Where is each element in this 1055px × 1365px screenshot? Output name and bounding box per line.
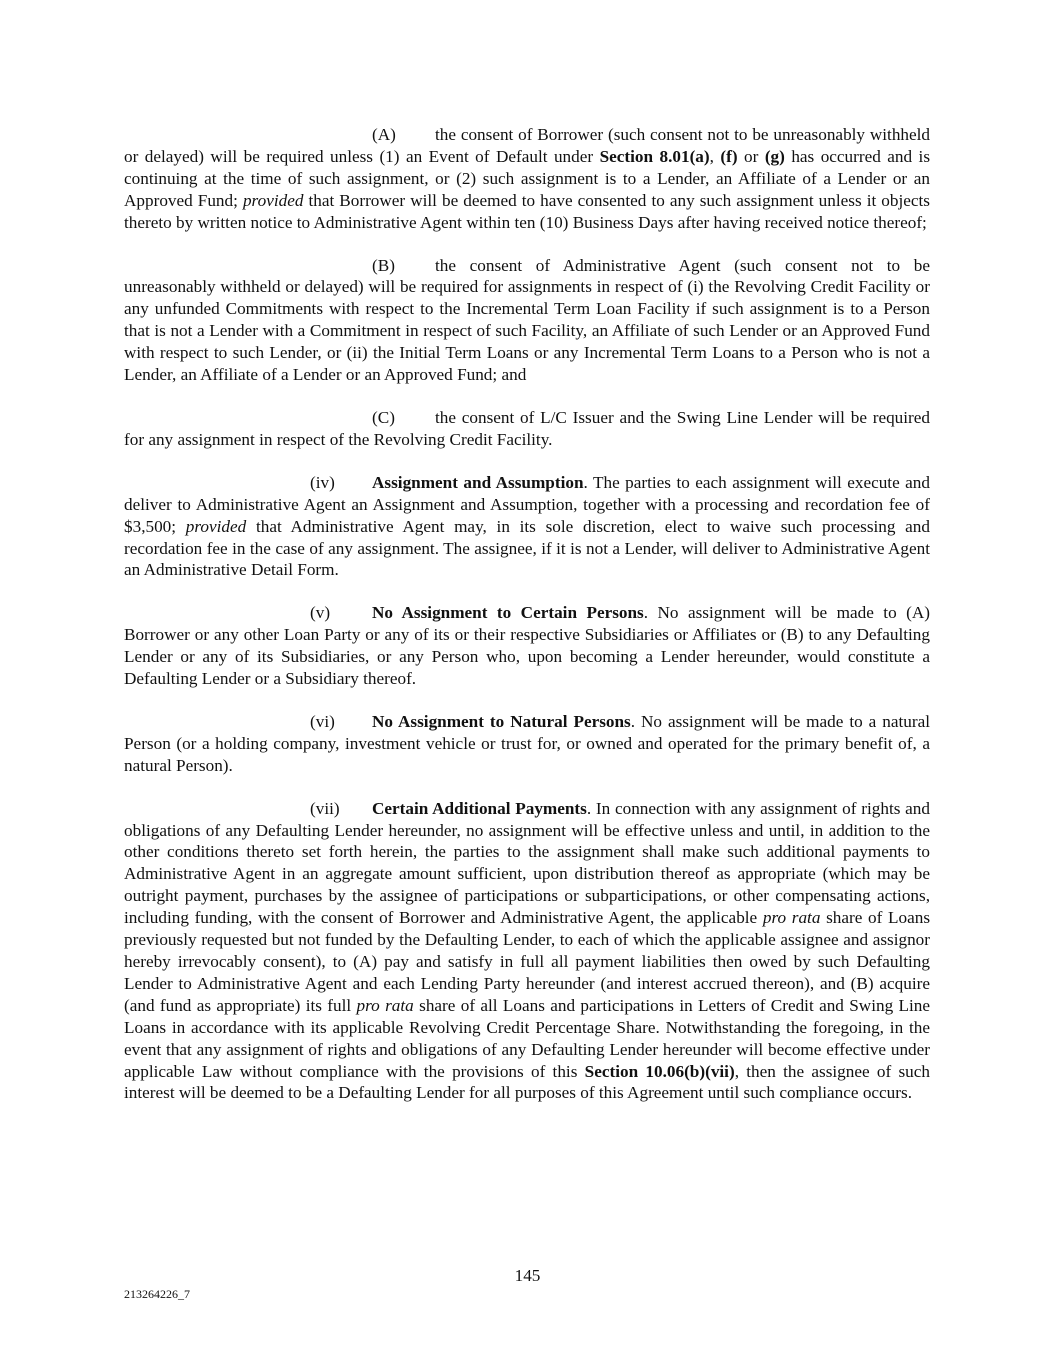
paragraph-text: , then the assignee of such interest will be deemed to be a Defaulting Lender for all purposes of this Agreement until such compliance occurs. [124,1061,930,1103]
paragraph-number: (vi) [310,711,335,731]
emphasis: pro rata [762,908,821,928]
paragraph-heading: Certain Additional Payments [372,798,587,818]
paragraph-text: that Administrative Agent may, in its sole discretion, elect to waive such processing and recordation fee in the case of any assignment. The assignee, if it is not a Lender, will deliver to Administrative Agent an Administrative Detail Form. [124,516,930,580]
paragraph-number: (iv) [310,472,335,492]
paragraph-number: (C) [372,407,395,427]
paragraph-number: (vii) [310,798,340,818]
paragraph-text: the consent of Administrative Agent (such consent not to be unreasonably withheld or delayed) will be required for assignments in respect of (i) the Revolving Credit Facility or any unfunded Commitments with respect to the Incremental Term Loan Facility if such assignment is to a Person that is not a Lender with a Commitment in respect of such Facility, an Affiliate of such Lender or an Approved Fund with respect to such Lender, or (ii) the Initial Term Loans or any Incremental Term Loans to a Person who is not a Lender, an Affiliate of a Lender or an Approved Fund; and [124,255,930,385]
document-body [124,124,930,1125]
paragraph-v [124,602,930,690]
paragraph-iv [124,472,930,582]
paragraph-text: share of all Loans and participations in Letters of Credit and Swing Line Loans in accordance with its applicable Revolving Credit Percentage Share. Notwithstanding the foregoing, in the event that any assignment of rights and obligations of any Defaulting Lender hereunder will become effective under applicable Law without compliance with the provisions of this [124,995,931,1081]
paragraph-heading: No Assignment to Natural Persons [372,711,631,731]
paragraph-text: the consent of Borrower (such consent not to be unreasonably withheld or delayed) will be required unless (1) an Event of Default under [124,125,930,166]
page-number: 145 [514,1266,541,1285]
section-reference: Section 10.06(b)(vii) [584,1061,735,1081]
paragraph-heading: No Assignment to Certain Persons [372,603,644,623]
paragraph-text: . In connection with any assignment of rights and obligations of any Defaulting Lender hereunder, no assignment will be effective unless and until, in addition to the other conditions thereto set forth herein, the parties to the assignment shall make such additional payments to Administrative Agent in an aggregate amount sufficient, upon distribution thereof as appropriate (which may be outright payment, purchases by the assignee of participations or subparticipations, or other compensating actions, including funding, with the consent of Borrower and Administrative Agent, the applicable [124,798,930,928]
paragraph-text: . No assignment will be made to (A) Borrower or any other Loan Party or any of its or their respective Subsidiaries or Affiliates or (B) to any Defaulting Lender or any of its Subsidiaries, or any Person who, upon becoming a Lender hereunder, would constitute a Defaulting Lender or a Subsidiary thereof. [124,603,930,689]
emphasis: provided [185,516,247,536]
document-id: 213264226_7 [124,1287,190,1301]
paragraph-vi [124,711,930,777]
paragraph-text: has occurred and is continuing at the time of such assignment, or (2) such assignment is to a Lender, an Affiliate of a Lender or an Approved Fund; [124,146,931,210]
section-reference: (f) [720,146,738,166]
paragraph-text: . The parties to each assignment will execute and deliver to Administrative Agent an Assignment and Assumption, together with a processing and recordation fee of $3,500; [124,472,930,536]
paragraph-text: that Borrower will be deemed to have consented to any such assignment unless it objects thereto by written notice to Administrative Agent within ten (10) Business Days after having received notice thereof; [124,190,930,232]
section-reference: (g) [764,146,785,166]
section-reference: Section 8.01(a) [599,146,710,166]
emphasis: pro rata [356,995,414,1015]
paragraph-c [124,407,930,451]
emphasis: provided [242,190,304,210]
paragraph-a [124,124,930,234]
paragraph-text: the consent of L/C Issuer and the Swing Line Lender will be required for any assignment in respect of the Revolving Credit Facility. [124,407,930,449]
paragraph-b [124,255,930,386]
paragraph-number: (v) [310,603,331,623]
paragraph-text: or [737,146,765,166]
paragraph-heading: Assignment and Assumption [372,472,584,492]
paragraph-text: . No assignment will be made to a natural Person (or a holding company, investment vehicle or trust for, or owned and operated for the primary benefit of, a natural Person). [124,711,930,775]
paragraph-text: share of Loans previously requested but not funded by the Defaulting Lender, to each of which the applicable assignee and assignor hereby irrevocably consent), to (A) pay and satisfy in full all payment liabilities then owed by such Defaulting Lender to Administrative Agent and each Lending Party hereunder (and interest accrued thereon), and (B) acquire (and fund as appropriate) its full [124,908,931,1015]
paragraph-number: (B) [372,255,395,275]
paragraph-vii [124,798,930,1105]
paragraph-number: (A) [372,125,396,144]
paragraph-text: , [709,146,721,166]
